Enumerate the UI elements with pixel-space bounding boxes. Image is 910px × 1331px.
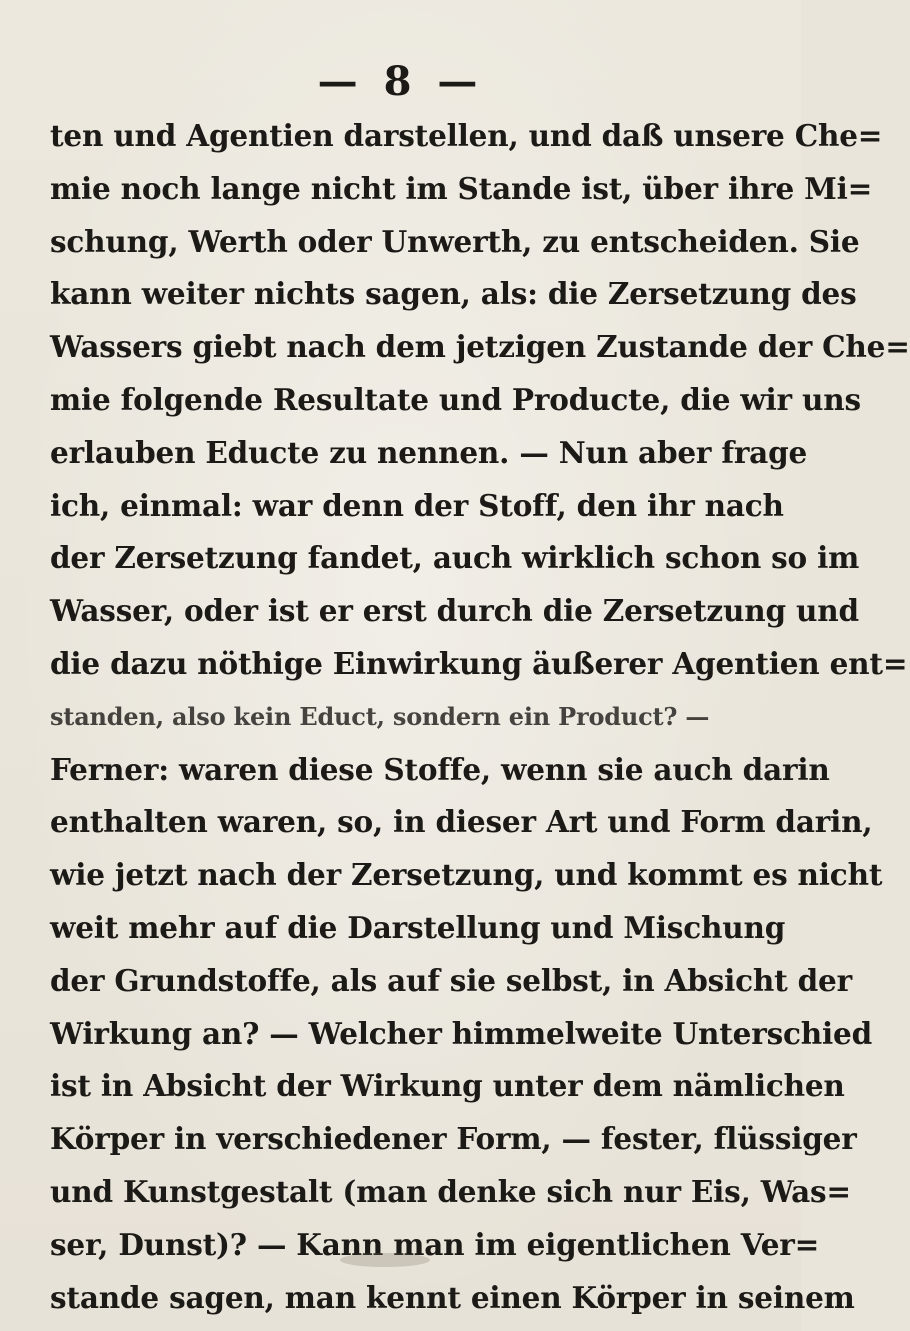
text-line: stande sagen, man kennt einen Körper in seinem bbox=[50, 1279, 855, 1315]
text-line: Wirkung an? — Welcher himmelweite Unterschied bbox=[50, 1015, 872, 1051]
page-number: — 8 — bbox=[317, 58, 484, 105]
text-line: enthalten waren, so, in dieser Art und Form darin, bbox=[50, 804, 873, 840]
text-line: schung, Werth oder Unwerth, zu entscheiden. Sie bbox=[50, 223, 860, 259]
body-text bbox=[50, 110, 910, 1324]
text-line: kann weiter nichts sagen, als: die Zersetzung des bbox=[50, 276, 857, 312]
text-line: die dazu nöthige Einwirkung äußerer Agentien ent= bbox=[50, 645, 908, 681]
text-line: ten und Agentien darstellen, und daß unsere Che= bbox=[50, 118, 883, 153]
text-line: der Zersetzung fandet, auch wirklich schon so im bbox=[50, 540, 860, 576]
text-line: Wasser, oder ist er erst durch die Zersetzung und bbox=[50, 593, 859, 629]
text-line: der Grundstoffe, als auf sie selbst, in Absicht der bbox=[50, 962, 852, 998]
text-line: ist in Absicht der Wirkung unter dem nämlichen bbox=[50, 1068, 845, 1104]
text-line: und Kunstgestalt (man denke sich nur Eis, Was= bbox=[50, 1173, 851, 1209]
text-line: ich, einmal: war denn der Stoff, den ihr nach bbox=[50, 487, 784, 523]
text-line: standen, also kein Educt, sondern ein Product? — bbox=[50, 701, 710, 731]
text-line: Ferner: waren diese Stoffe, wenn sie auch darin bbox=[50, 751, 830, 787]
text-line: wie jetzt nach der Zersetzung, und kommt es nicht bbox=[50, 857, 883, 893]
text-line: mie folgende Resultate und Producte, die wir uns bbox=[50, 381, 861, 417]
text-line: erlauben Educte zu nennen. — Nun aber frage bbox=[50, 434, 808, 470]
text-line: mie noch lange nicht im Stande ist, über ihre Mi= bbox=[50, 170, 873, 206]
text-line: weit mehr auf die Darstellung und Mischung bbox=[50, 909, 786, 945]
text-line: ser, Dunst)? — Kann man im eigentlichen Ver= bbox=[50, 1226, 820, 1262]
text-line: Körper in verschiedener Form, — fester, flüssiger bbox=[50, 1121, 857, 1157]
text-line: Wassers giebt nach dem jetzigen Zustande der Che= bbox=[50, 329, 910, 365]
paper-stain bbox=[340, 1253, 430, 1267]
